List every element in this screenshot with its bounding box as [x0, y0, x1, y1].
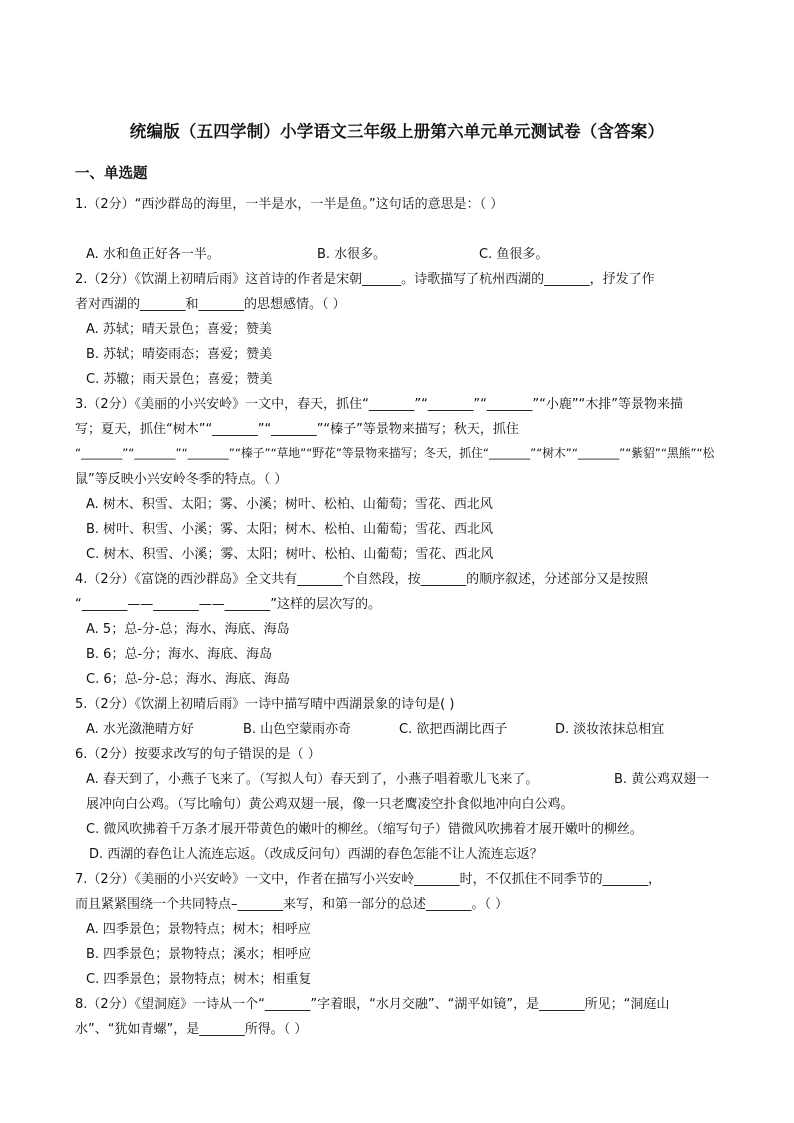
- question-2-option-c[interactable]: C. 苏辙；雨天景色；喜爱；赞美: [86, 372, 273, 387]
- question-6-option-c[interactable]: C. 微风吹拂着千万条才展开带黄色的嫩叶的柳丝。（缩写句子）错微风吹拂着才展开嫩叶的柳丝。: [86, 822, 643, 837]
- question-3-option-a[interactable]: A. 树木、积雪、太阳；雾、小溪；树叶、松柏、山葡萄；雪花、西北风: [86, 497, 493, 512]
- question-5-option-a[interactable]: A. 水光潋滟晴方好: [86, 722, 194, 737]
- section-heading: 一、单选题: [75, 166, 148, 182]
- question-6-option-d[interactable]: D. 西湖的春色让人流连忘返。（改成反问句）西湖的春色怎能不让人流连忘返？: [89, 847, 543, 862]
- question-3-stem-cont: “_______”“_______”“_______”“榛子”“草地”“野花”等景物来描写；冬天，抓住“_______”“树木”“_______”“紫貂”“黑熊”“松: [75, 446, 715, 460]
- question-4-stem-cont: “_______——_______——_______”这样的层次写的。: [75, 597, 381, 612]
- question-6-option-b[interactable]: B. 黄公鸡双翅一: [614, 772, 710, 787]
- question-6-option-b-cont[interactable]: 展冲向白公鸡。（写比喻句）黄公鸡双翅一展，像一只老鹰凌空扑食似地冲向白公鸡。: [86, 797, 574, 812]
- question-5-option-c[interactable]: C. 欲把西湖比西子: [399, 722, 508, 737]
- question-3-stem-cont: 鼠”等反映小兴安岭冬季的特点。（ ）: [75, 472, 288, 487]
- question-1-option-b[interactable]: B. 水很多。: [317, 247, 387, 262]
- question-6-option-a[interactable]: A. 春天到了，小燕子飞来了。（写拟人句）春天到了，小燕子唱着歌儿飞来了。: [86, 772, 539, 787]
- document-title: 统编版（五四学制）小学语文三年级上册第六单元单元测试卷（含答案）: [129, 122, 665, 141]
- question-2-stem: 2.（2分）《饮湖上初晴后雨》这首诗的作者是宋朝______。诗歌描写了杭州西湖的_______，抒发了作: [75, 272, 655, 287]
- question-7-stem-cont: 而且紧紧围绕一个共同特点–_______来写，和第一部分的总述_______。（ ）: [75, 897, 509, 912]
- question-4-option-a[interactable]: A. 5；总-分-总；海水、海底、海岛: [86, 622, 290, 637]
- question-1-option-a[interactable]: A. 水和鱼正好各一半。: [86, 247, 220, 262]
- question-5-stem: 5.（2分）《饮湖上初晴后雨》一诗中描写晴中西湖景象的诗句是( ): [75, 697, 455, 712]
- question-2-stem-cont: 者对西湖的_______和_______的思想感情。（ ）: [75, 297, 346, 312]
- question-4-stem: 4.（2分）《富饶的西沙群岛》全文共有_______个自然段，按_______的顺序叙述，分述部分又是按照: [75, 572, 649, 587]
- question-6-stem: 6.（2分）按要求改写的句子错误的是（ ）: [75, 747, 321, 762]
- question-5-option-d[interactable]: D. 淡妆浓抹总相宜: [555, 722, 665, 737]
- question-8-stem: 8.（2分）《望洞庭》一诗从一个“_______”字着眼，“水月交融”、“湖平如镜”，是_______所见；“洞庭山: [75, 997, 670, 1012]
- question-3-stem: 3.（2分）《美丽的小兴安岭》一文中，春天，抓住“_______”“_______”“_______”“小鹿”“木排”等景物来描: [75, 397, 684, 412]
- question-3-option-b[interactable]: B. 树叶、积雪、小溪；雾、太阳；树木、松柏、山葡萄；雪花、西北风: [86, 522, 494, 537]
- question-3-stem-cont: 写；夏天，抓住“树木”“_______”“_______”“榛子”等景物来描写；秋天，抓住: [75, 422, 519, 437]
- question-2-option-b[interactable]: B. 苏轼；晴姿雨态；喜爱；赞美: [86, 347, 273, 362]
- question-3-option-c[interactable]: C. 树木、积雪、小溪；雾、太阳；树叶、松柏、山葡萄；雪花、西北风: [86, 547, 494, 562]
- question-5-option-b[interactable]: B. 山色空蒙雨亦奇: [243, 722, 352, 737]
- question-2-option-a[interactable]: A. 苏轼；晴天景色；喜爱；赞美: [86, 322, 272, 337]
- question-7-option-a[interactable]: A. 四季景色；景物特点；树木；相呼应: [86, 922, 311, 937]
- question-7-option-c[interactable]: C. 四季景色；景物特点；树木；相重复: [86, 972, 312, 987]
- question-8-stem-cont: 水”、“犹如青螺”，是_______所得。（ ）: [75, 1022, 308, 1037]
- question-7-stem: 7.（2分）《美丽的小兴安岭》一文中，作者在描写小兴安岭_______时，不仅抓住不同季节的_______，: [75, 872, 662, 887]
- question-7-option-b[interactable]: B. 四季景色；景物特点；溪水；相呼应: [86, 947, 312, 962]
- question-4-option-c[interactable]: C. 6；总-分-总；海水、海底、海岛: [86, 672, 290, 687]
- question-1-stem: 1.（2分）“西沙群岛的海里，一半是水，一半是鱼。”这句话的意思是：（ ）: [75, 197, 504, 212]
- question-4-option-b[interactable]: B. 6；总-分；海水、海底、海岛: [86, 647, 273, 662]
- question-1-option-c[interactable]: C. 鱼很多。: [479, 247, 549, 262]
